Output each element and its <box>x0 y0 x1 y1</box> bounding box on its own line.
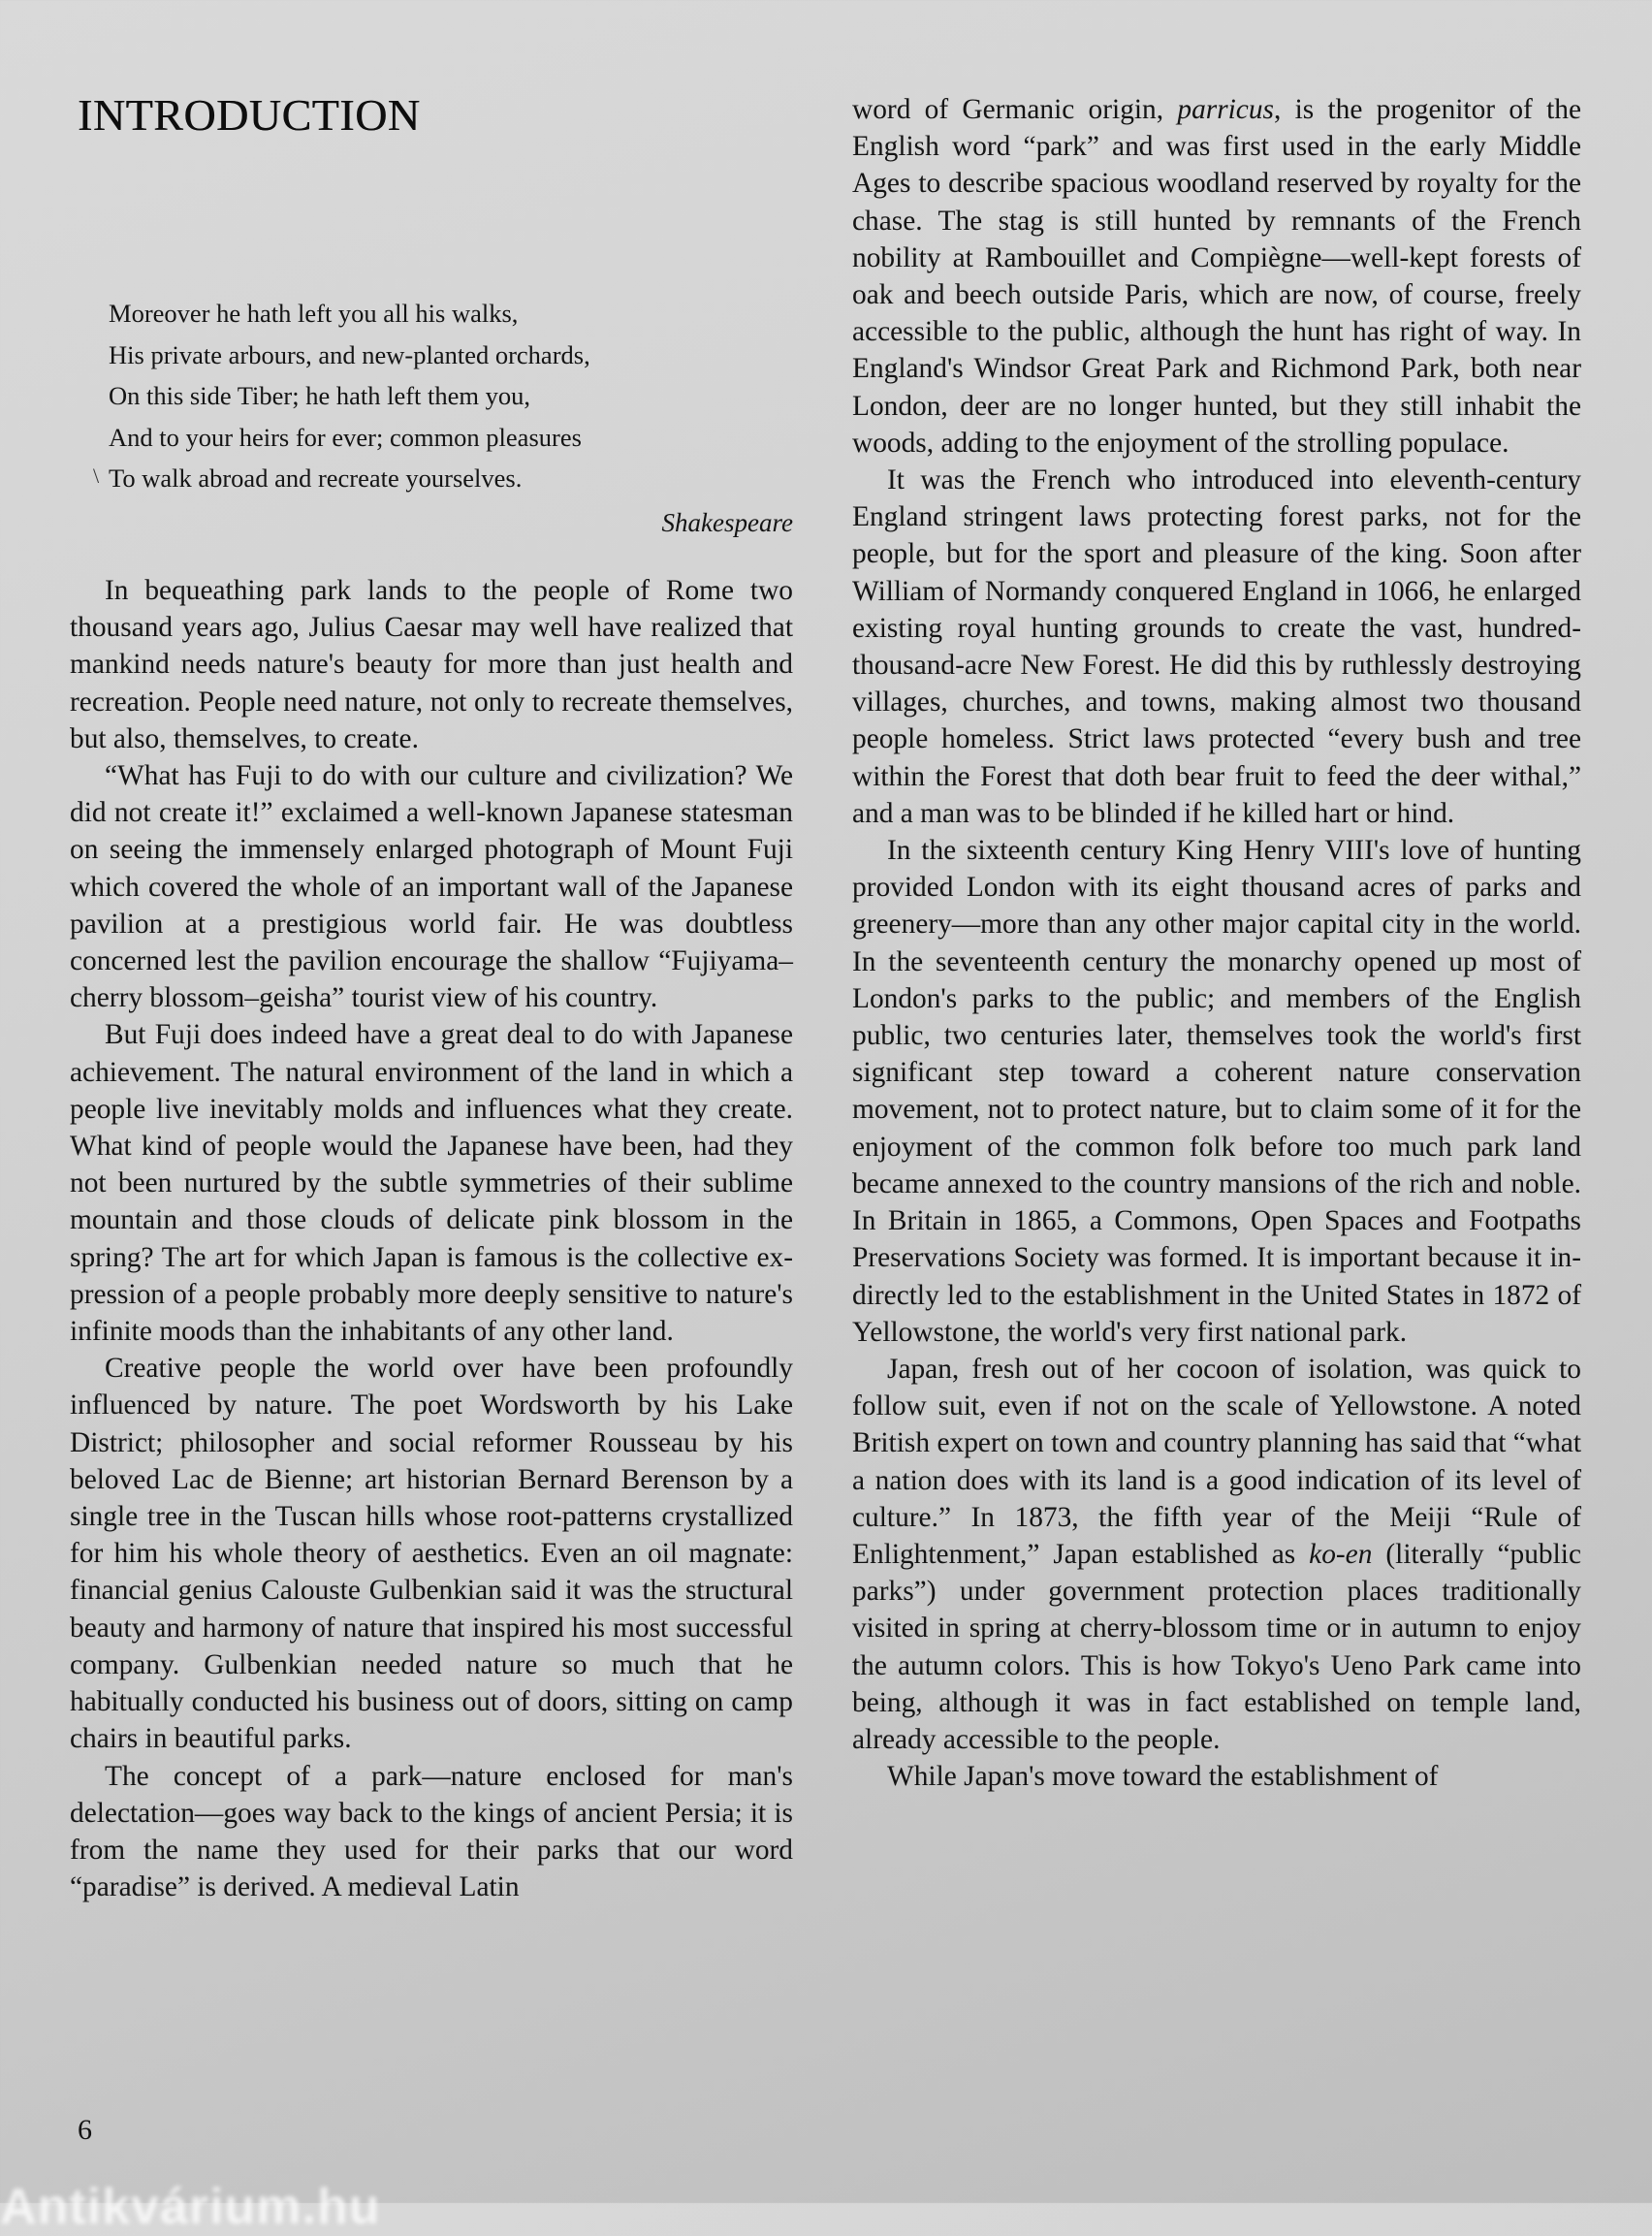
epigraph-line: Moreover he hath left you all his walks, <box>109 299 519 328</box>
right-column <box>852 91 1581 1795</box>
italic-term: parricus <box>1177 94 1274 125</box>
epigraph-line: His private arbours, and new-planted orchards, <box>109 339 590 369</box>
paragraph: The concept of a park—nature enclosed for man's delectation—goes way back to the kings of ancient Persia; it is from the name they used for their parks that our word “paradise” is derived. A medieval Latin <box>70 1760 793 1903</box>
watermark: Antikvárium.hu <box>0 2179 381 2235</box>
paragraph: In the sixteenth century King Henry VIII's love of hunting provided London with its eight thousand acres of parks and greenery—more than any other major capital city in the world. In the seventeenth century the monarchy opened up most of London's parks to the public; and members of the English public, two centuries later, themselves took the world's first significant step toward a coherent nature conservation movement, not to protect nature, but to claim some of it for the enjoyment of the common folk before too much park land became annexed to the country mansions of the rich and noble. In Britain in 1865, a Commons, Open Spaces and Footpaths Preservations Society was formed. It is important because it indirectly led to the establishment in the United States in 1872 of Yellowstone, the world's very first national park. <box>852 835 1581 1348</box>
italic-term: ko-en <box>1309 1538 1373 1570</box>
paragraph: While Japan's move toward the establishment of <box>887 1761 1439 1793</box>
page-number: 6 <box>78 2114 92 2146</box>
left-column <box>70 572 793 1905</box>
epigraph-line: And to your heirs for ever; common pleasures <box>109 422 582 452</box>
paragraph-continued <box>852 91 1581 462</box>
epigraph-attribution: Shakespeare <box>661 508 793 537</box>
epigraph <box>93 293 793 537</box>
margin-mark: \ <box>93 463 100 488</box>
paragraph: It was the French who introduced into eleventh-century England stringent laws protecting forest parks, not for the people, but for the sport and pleasure of the king. Soon after William of Normandy conquered England in 1066, he enlarged existing royal hunting grounds to create the vast, hundred-thousand-acre New Forest. He did this by ruthlessly destroying villages, churches, and towns, making almost two thousand people homeless. Strict laws protected “every bush and tree within the Forest that doth bear fruit to feed the deer withal,” and a man was to be blinded if he killed hart or hind. <box>852 464 1581 829</box>
text-run: Japan, fresh out of her cocoon of isolation, was quick to follow suit, even if not on the scale of Yellowstone. A noted British expert on town and country planning has said that “what a nation does with its land is a good indication of its level of culture.” In 1873, the fifth year of the Meiji “Rule of Enlightenment,” Japan established as <box>852 1353 1581 1570</box>
paragraph: “What has Fuji to do with our culture and civilization? We did not create it!” exclaimed a well-known Japanese statesman on seeing the immensely enlarged photograph of Mount Fuji which covered the whole of an important wall of the Japanese pavilion at a prestigious world fair. He was doubtless concerned lest the pavilion encourage the shallow “Fujiyama–cherry blossom–geisha” tourist view of his country. <box>70 760 793 1014</box>
epigraph-line: To walk abroad and recreate yourselves. <box>109 463 523 493</box>
paragraph: Creative people the world over have been profoundly influenced by nature. The poet Wordsworth by his Lake District; philosopher and social reformer Rousseau by his beloved Lac de Bienne; art historian Bernard Berenson by a single tree in the Tuscan hills whose root-patterns crystallized for him his whole theory of aesthetics. Even an oil magnate: financial genius Calouste Gulbenkian said it was the structural beauty and harmony of nature that inspired his most successful company. Gulbenkian needed nature so much that he habitually conducted his business out of doors, sitting on camp chairs in beautiful parks. <box>70 1353 793 1755</box>
text-run: (literally “public parks”) under government protection places traditionally visited in spring at cherry-blossom time or in autumn to enjoy the autumn colors. This is how Tokyo's Ueno Park came into being, although it was in fact established on temple land, already accessible to the people. <box>852 1538 1581 1755</box>
paragraph: In bequeathing park lands to the people of Rome two thousand years ago, Julius Caesar may well have realized that mankind needs nature's beauty for more than just health and recreation. People need nature, not only to recreate themselves, but also, themselves, to create. <box>70 575 793 754</box>
page-title: INTRODUCTION <box>78 90 421 140</box>
paragraph <box>852 1351 1581 1758</box>
text-run: , is the progenitor of the English word “park” and was first used in the early Middle Ages to describe spacious woodland reserved by royalty for the chase. The stag is still hunted by remnants of the French nobility at Rambouillet and Compiègne—well-kept forests of oak and beech outside Paris, which are now, of course, freely accessible to the public, although the hunt has right of way. In England's Windsor Great Park and Richmond Park, both near London, deer are no longer hunted, but they still inhabit the woods, adding to the enjoyment of the strolling populace. <box>852 94 1581 459</box>
paragraph: But Fuji does indeed have a great deal to do with Japanese achievement. The natural environment of the land in which a people live inevitably molds and influences what they create. What kind of people would the Japanese have been, had they not been nurtured by the subtle symmetries of their sublime mountain and those clouds of delicate pink blossom in the spring? The art for which Japan is famous is the collective expression of a people probably more deeply sensitive to nature's infinite moods than the inhabitants of any other land. <box>70 1019 793 1348</box>
epigraph-line: On this side Tiber; he hath left them you, <box>109 381 531 410</box>
text-run: word of Germanic origin, <box>852 94 1178 125</box>
